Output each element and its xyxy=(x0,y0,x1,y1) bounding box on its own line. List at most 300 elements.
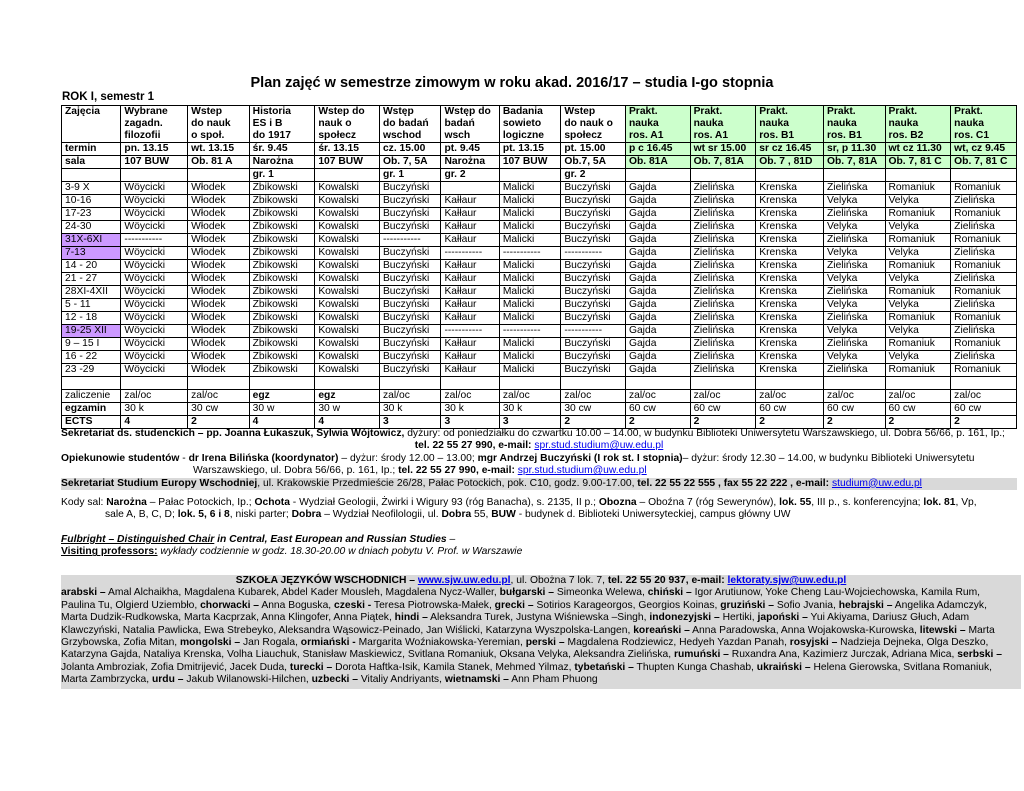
table-row-cell: Krenska xyxy=(756,325,824,338)
table-row-cell: Kowalski xyxy=(315,182,380,195)
table-row-cell: Kowalski xyxy=(315,364,380,377)
table-row-cell: Kowalski xyxy=(315,221,380,234)
zaliczenie-row-cell: zal/oc xyxy=(690,390,756,403)
table-row-cell: Buczyński xyxy=(561,286,626,299)
group-row-cell: gr. 1 xyxy=(249,169,315,182)
sew-email-link[interactable]: studium@uw.edu.pl xyxy=(831,477,922,489)
table-row-cell: Włodek xyxy=(188,221,250,234)
fulbright-note xyxy=(61,534,1017,559)
spacer-row-cell xyxy=(756,377,824,390)
table-row-cell: Romaniuk xyxy=(885,364,951,377)
szkola-url-link[interactable]: www.sjw.uw.edu.pl xyxy=(417,575,511,586)
table-row-cell: Krenska xyxy=(756,234,824,247)
termin-row-cell: śr. 13.15 xyxy=(315,143,380,156)
table-row-cell: Malicki xyxy=(499,234,561,247)
table-row-cell: Romaniuk xyxy=(951,234,1017,247)
table-row-cell: Romaniuk xyxy=(951,338,1017,351)
spacer-row-cell xyxy=(625,377,690,390)
table-row-cell: Żbikowski xyxy=(249,351,315,364)
table-row-cell: Wöycicki xyxy=(121,221,188,234)
szkola-header xyxy=(61,575,1021,587)
table-row-cell: Kałłaur xyxy=(441,338,499,351)
sala-row-cell: Ob. 81 A xyxy=(188,156,250,169)
header-row-cell: Prakt. nauka ros. B2 xyxy=(885,106,951,143)
zaliczenie-row-cell: zal/oc xyxy=(625,390,690,403)
table-row-cell: Zielińska xyxy=(824,234,886,247)
table-row-cell: Wöycicki xyxy=(121,273,188,286)
table-row-cell: 5 - 11 xyxy=(62,299,121,312)
table-row-cell: Buczyński xyxy=(561,351,626,364)
egzamin-row-cell: 30 cw xyxy=(561,403,626,416)
szkola-email-link[interactable]: lektoraty.sjw@uw.edu.pl xyxy=(727,575,847,586)
sekretariat-lead: Sekretariat ds. studenckich – pp. Joanna Łukaszuk, Sylwia Wójtowicz, xyxy=(61,428,405,439)
table-row-cell: Gajda xyxy=(625,221,690,234)
header-row-cell: Wstep do nauk o społecz xyxy=(561,106,626,143)
table-row-cell: Włodek xyxy=(188,208,250,221)
visiting-professors-text: wykłady codziennie w godz. 18.30-20.00 w dniach pobytu V. Prof. w Warszawie xyxy=(157,546,523,558)
schedule-table xyxy=(61,105,1017,429)
group-row-cell xyxy=(62,169,121,182)
table-row-cell: Velyka xyxy=(885,299,951,312)
table-row-cell: Krenska xyxy=(756,195,824,208)
table-row-cell: Włodek xyxy=(188,364,250,377)
sew-email-label: e-mail: xyxy=(795,477,832,489)
group-row-cell: gr. 2 xyxy=(441,169,499,182)
header-row-cell: Prakt. nauka ros. B1 xyxy=(756,106,824,143)
table-row-cell: Romaniuk xyxy=(885,234,951,247)
table-row-cell: Zielińska xyxy=(824,312,886,325)
table-row-cell: 17-23 xyxy=(62,208,121,221)
group-row-cell xyxy=(121,169,188,182)
lecturers-line: Marta Dudzik-Rudkowska, Marta Kacprzak, Anna Klingofer, Anna Piątek, hindi – Aleksandra Turek, Justyna Wiśniewska –Singh, indonezyjski – Hertiki, japoński – Yui Akiyama, Dariusz Głuch, Adam xyxy=(61,612,970,624)
lecturers-line: Grzybowska, Zofia Mitan, mongolski – Jan Rogala, ormiański - Margarita Woźniakowska-Yeremian, perski – Magdalena Rodziewicz, Hedyeh Yazdan Panah, rosyjski – Nadzieja Dejneka, Olga Deszko, xyxy=(61,637,989,649)
table-row xyxy=(62,208,1017,221)
table-row-cell: Włodek xyxy=(188,312,250,325)
table-row-cell: Kowalski xyxy=(315,338,380,351)
table-row-cell: Kowalski xyxy=(315,273,380,286)
table-row-cell: Velyka xyxy=(824,195,886,208)
table-row xyxy=(62,325,1017,338)
table-row-cell: Kałłaur xyxy=(441,286,499,299)
table-row-cell: Gajda xyxy=(625,338,690,351)
table-row-cell: Velyka xyxy=(885,195,951,208)
table-row-cell: Wöycicki xyxy=(121,260,188,273)
table-row-cell: Włodek xyxy=(188,273,250,286)
table-row-cell: Zielińska xyxy=(690,351,756,364)
egzamin-row-cell: 30 k xyxy=(441,403,499,416)
table-row-cell: Buczyński xyxy=(379,351,441,364)
table-row-cell: Malicki xyxy=(499,338,561,351)
termin-row-cell: pt. 13.15 xyxy=(499,143,561,156)
opiekunowie-address: Warszawskiego, ul. Dobra 56/66, p. 161, Ip.; xyxy=(193,465,399,477)
table-row-cell: Velyka xyxy=(824,273,886,286)
table-row-cell: Żbikowski xyxy=(249,286,315,299)
table-row-cell: Malicki xyxy=(499,273,561,286)
table-row-cell xyxy=(441,182,499,195)
fulbright-dash: – xyxy=(446,534,456,545)
opiekunowie-email-link[interactable]: spr.stud.studium@uw.edu.pl xyxy=(517,465,647,477)
table-row-cell: Wöycicki xyxy=(121,299,188,312)
group-row-cell xyxy=(824,169,886,182)
egzamin-row-cell: 60 cw xyxy=(625,403,690,416)
group-row-cell xyxy=(625,169,690,182)
ects-row-cell: 2 xyxy=(690,416,756,429)
ects-row-cell: 3 xyxy=(441,416,499,429)
spacer-row-cell xyxy=(441,377,499,390)
table-row-cell: Krenska xyxy=(756,247,824,260)
table-row-cell: Buczyński xyxy=(379,338,441,351)
header-row-cell: Historia ES i B do 1917 xyxy=(249,106,315,143)
table-row-cell: Krenska xyxy=(756,182,824,195)
table-row-cell: Kowalski xyxy=(315,260,380,273)
szkola-address: , ul. Obożna 7 lok. 7, xyxy=(510,575,608,586)
opiekunowie-sep: - xyxy=(179,452,189,464)
header-row-cell: Wstep do nauk o społecz xyxy=(315,106,380,143)
table-row-cell: Włodek xyxy=(188,351,250,364)
table-row-cell: Zielińska xyxy=(690,286,756,299)
table-row-cell: Buczyński xyxy=(379,312,441,325)
room-codes-line-2: sale A, B, C, D; lok. 5, 6 i 8, niski parter; Dobra – Wydział Neofilologii, ul. Dobra 55, BUW - budynek d. Biblioteki Uniwersyteckiej, campus główny UW xyxy=(105,509,791,521)
table-row-cell: Velyka xyxy=(885,351,951,364)
table-row-cell: 9 – 15 I xyxy=(62,338,121,351)
termin-row-cell: wt sr 15.00 xyxy=(690,143,756,156)
table-row-cell: Velyka xyxy=(824,351,886,364)
sala-row-cell: Ob.7, 5A xyxy=(561,156,626,169)
table-row xyxy=(62,312,1017,325)
page-title: Plan zajęć w semestrze zimowym w roku akad. 2016/17 – studia I-go stopnia xyxy=(250,75,774,91)
info-block xyxy=(61,428,1017,490)
table-row-cell: 21 - 27 xyxy=(62,273,121,286)
ects-row xyxy=(62,416,1017,429)
lecturers-line: arabski – Amal Alchaikha, Magdalena Kubarek, Abdel Kader Mousleh, Magdalena Nycz-Waller, bułgarski – Simeonka Welewa, chiński – Igor Arutiunow, Yoke Cheng Lau-Wojciechowska, Kamila Rum, xyxy=(61,587,981,599)
table-row-cell: Włodek xyxy=(188,195,250,208)
lecturers-line: Katarzyna Gajda, Nataliya Krenska, Volha Liauchuk, Stanisław Maskiewicz, Svitlana Romaniuk, Oksana Velyka, Aleksandra Zielińska, rumuński – Ruxandra Ana, Kazimierz Jurczak, Adriana Mica, serbski – xyxy=(61,649,1002,661)
zaliczenie-row-cell: zal/oc xyxy=(441,390,499,403)
table-row-cell: ----------- xyxy=(379,234,441,247)
header-row-cell: Zajęcia xyxy=(62,106,121,143)
sekretariat-email-link[interactable]: spr.stud.studium@uw.edu.pl xyxy=(534,440,664,452)
table-row-cell: Zielińska xyxy=(951,247,1017,260)
termin-row xyxy=(62,143,1017,156)
zaliczenie-row-cell: zal/oc xyxy=(561,390,626,403)
group-row-cell: gr. 1 xyxy=(379,169,441,182)
termin-row-cell: sr cz 16.45 xyxy=(756,143,824,156)
table-row-cell: Buczyński xyxy=(379,325,441,338)
table-row-cell: Buczyński xyxy=(561,364,626,377)
sew-address: , ul. Krakowskie Przedmieście 26/28, Pałac Potockich, pok. C10, godz. 9.00-17.00, xyxy=(257,477,638,489)
table-row-cell: Wöycicki xyxy=(121,325,188,338)
table-row-cell: Romaniuk xyxy=(885,312,951,325)
egzamin-row-cell: egzamin xyxy=(62,403,121,416)
ects-row-cell: ECTS xyxy=(62,416,121,429)
egzamin-row-cell: 30 k xyxy=(121,403,188,416)
header-row-cell: Prakt. nauka ros. B1 xyxy=(824,106,886,143)
sekretariat-details: dyżury: od poniedziałku do czwartku 10.00 – 14.00, w budynku Biblioteki Uniwersytetu Warszawskiego, ul. Dobra 56/66, p. 161, Ip.; xyxy=(404,428,1005,439)
table-row-cell: Krenska xyxy=(756,221,824,234)
table-row-cell: Włodek xyxy=(188,286,250,299)
table-row-cell: 31X-6XI xyxy=(62,234,121,247)
spacer-row-cell xyxy=(885,377,951,390)
table-row xyxy=(62,195,1017,208)
table-row-cell: Gajda xyxy=(625,325,690,338)
table-row-cell: Zielińska xyxy=(690,247,756,260)
table-row xyxy=(62,182,1017,195)
table-row-cell: Gajda xyxy=(625,312,690,325)
table-row-cell: Żbikowski xyxy=(249,260,315,273)
visiting-professors-label: Visiting professors: xyxy=(61,546,158,558)
table-row-cell: Włodek xyxy=(188,234,250,247)
table-row-cell: Zielińska xyxy=(951,221,1017,234)
table-row xyxy=(62,338,1017,351)
table-row-cell: Żbikowski xyxy=(249,182,315,195)
table-row-cell: Zielińska xyxy=(690,221,756,234)
table-row-cell: Krenska xyxy=(756,286,824,299)
spacer-row-cell xyxy=(499,377,561,390)
fulbright-subtitle: in Central, East European and Russian Studies xyxy=(214,534,447,545)
table-row-cell: Wöycicki xyxy=(121,247,188,260)
table-row-cell: Kowalski xyxy=(315,195,380,208)
table-row-cell: ----------- xyxy=(441,247,499,260)
table-row-cell: 19-25 XII xyxy=(62,325,121,338)
termin-row-cell: termin xyxy=(62,143,121,156)
sala-row-cell: Narożna xyxy=(441,156,499,169)
table-row-cell: Zielińska xyxy=(690,299,756,312)
zaliczenie-row-cell: zal/oc xyxy=(499,390,561,403)
group-row-cell xyxy=(756,169,824,182)
termin-row-cell: pt. 9.45 xyxy=(441,143,499,156)
spacer-row-cell xyxy=(121,377,188,390)
header-row-cell: Badania sowieto logiczne xyxy=(499,106,561,143)
table-row-cell: Malicki xyxy=(499,312,561,325)
spacer-row-cell xyxy=(249,377,315,390)
table-row-cell: Romaniuk xyxy=(951,182,1017,195)
table-row-cell: 10-16 xyxy=(62,195,121,208)
table-row-cell: Krenska xyxy=(756,299,824,312)
table-row-cell: Buczyński xyxy=(561,234,626,247)
table-row-cell: Zielińska xyxy=(824,260,886,273)
table-row-cell: Kowalski xyxy=(315,351,380,364)
table-row-cell: Malicki xyxy=(499,221,561,234)
table-row-cell: Buczyński xyxy=(561,208,626,221)
termin-row-cell: pt. 15.00 xyxy=(561,143,626,156)
zaliczenie-row-cell: zal/oc xyxy=(824,390,886,403)
table-row-cell: Kałłaur xyxy=(441,351,499,364)
table-row-cell: Gajda xyxy=(625,247,690,260)
table-row-cell: Zielińska xyxy=(690,338,756,351)
sew-tel: tel. 22 55 22 555 xyxy=(637,477,716,489)
opiekunowie-email-label: e-mail: xyxy=(481,465,518,477)
table-row-cell: Buczyński xyxy=(379,286,441,299)
opiekun-2-hours: – dyżur: środy 12.30 – 14.00, w budynku Biblioteki Uniwersytetu xyxy=(682,452,975,464)
table-row-cell: Zielińska xyxy=(690,208,756,221)
sala-row-cell: 107 BUW xyxy=(121,156,188,169)
header-row-cell: Prakt. nauka ros. C1 xyxy=(951,106,1017,143)
table-row xyxy=(62,286,1017,299)
zaliczenie-row-cell: zal/oc xyxy=(756,390,824,403)
table-row xyxy=(62,260,1017,273)
table-row-cell: ----------- xyxy=(121,234,188,247)
sekretariat-tel: tel. 22 55 27 990, xyxy=(414,440,499,452)
sala-row xyxy=(62,156,1017,169)
table-row-cell: Zielińska xyxy=(824,182,886,195)
lecturers-line: Jolanta Ambroziak, Zofia Dmitrijević, Jacek Duda, turecki – Dorota Haftka-Isik, Kamila Stanek, Mehmed Yilmaz, tybetański – Thupten Kunga Chashab, ukraiński – Helena Gierowska, Svitlana Romaniuk, xyxy=(61,661,993,673)
spacer-row-cell xyxy=(561,377,626,390)
table-row-cell: 16 - 22 xyxy=(62,351,121,364)
spacer-row-cell xyxy=(188,377,250,390)
termin-row-cell: wt, cz 9.45 xyxy=(951,143,1017,156)
table-row-cell: Buczyński xyxy=(379,208,441,221)
table-row-cell: Żbikowski xyxy=(249,299,315,312)
sala-row-cell: Ob. 7, 81 C xyxy=(885,156,951,169)
spacer-row-cell xyxy=(951,377,1017,390)
table-row-cell: Włodek xyxy=(188,260,250,273)
table-row-cell: 7-13 xyxy=(62,247,121,260)
termin-row-cell: sr, p 11.30 xyxy=(824,143,886,156)
table-row-cell: Malicki xyxy=(499,286,561,299)
ects-row-cell: 3 xyxy=(499,416,561,429)
termin-row-cell: p c 16.45 xyxy=(625,143,690,156)
lecturers-line: Klawczyński, Natalia Pawlicka, Ewa Strebeyko, Aleksandra Wąsowicz-Peinado, Jan Wiślicki, Katarzyna Wyszpolska-Langen, koreański – Anna Paradowska, Anna Wojakowska-Kurowska, litewski – Marta xyxy=(61,624,995,636)
sala-row-cell: Ob. 7, 81A xyxy=(690,156,756,169)
table-row-cell: Żbikowski xyxy=(249,195,315,208)
egzamin-row xyxy=(62,403,1017,416)
group-row-cell xyxy=(188,169,250,182)
table-row-cell: Kałłaur xyxy=(441,364,499,377)
table-row-cell: Gajda xyxy=(625,234,690,247)
sekretariat-email-label: e-mail: xyxy=(498,440,535,452)
table-row-cell: Buczyński xyxy=(379,260,441,273)
table-row-cell: Włodek xyxy=(188,338,250,351)
table-row-cell: Buczyński xyxy=(561,221,626,234)
table-row-cell: Zielińska xyxy=(690,182,756,195)
sala-row-cell: 107 BUW xyxy=(315,156,380,169)
table-row-cell: Romaniuk xyxy=(951,364,1017,377)
group-row-cell xyxy=(499,169,561,182)
table-row-cell: Kałłaur xyxy=(441,273,499,286)
sekretariat-studencki xyxy=(61,428,1017,440)
table-row-cell: Zielińska xyxy=(690,273,756,286)
table-row-cell: ----------- xyxy=(499,247,561,260)
header-row-cell: Prakt. nauka ros. A1 xyxy=(690,106,756,143)
group-row-cell xyxy=(885,169,951,182)
table-row-cell: Gajda xyxy=(625,182,690,195)
opiekunowie-lead: Opiekunowie studentów xyxy=(61,452,180,464)
table-row-cell: Velyka xyxy=(885,325,951,338)
table-row-cell: Romaniuk xyxy=(885,208,951,221)
termin-row-cell: śr. 9.45 xyxy=(249,143,315,156)
table-row-cell: Kałłaur xyxy=(441,195,499,208)
termin-row-cell: cz. 15.00 xyxy=(379,143,441,156)
table-row-cell: Żbikowski xyxy=(249,364,315,377)
lecturers-list xyxy=(61,587,1021,686)
sala-row-cell: Ob. 7, 81 C xyxy=(951,156,1017,169)
room-codes-line-1: Kody sal: Narożna – Pałac Potockich, Ip.; Ochota - Wydział Geologii, Żwirki i Wigury 93 (róg Banacha), s. 2135, II p.; Obozna – Oboźna 7 (róg Sewerynów), lok. 55, III p., s. konferencyjna; lok. 81, Vp, xyxy=(61,497,977,508)
zaliczenie-row-cell: egz xyxy=(315,390,380,403)
table-row-cell: Romaniuk xyxy=(951,260,1017,273)
table-row-cell: Romaniuk xyxy=(951,208,1017,221)
table-row-cell: Buczyński xyxy=(379,195,441,208)
table-row-cell: Krenska xyxy=(756,260,824,273)
egzamin-row-cell: 60 cw xyxy=(951,403,1017,416)
opiekunowie-tel: tel. 22 55 27 990, xyxy=(398,465,482,477)
table-row-cell: Gajda xyxy=(625,299,690,312)
table-row-cell: Krenska xyxy=(756,338,824,351)
table-row-cell: Kowalski xyxy=(315,325,380,338)
table-row-cell: Kowalski xyxy=(315,247,380,260)
table-row-cell: Krenska xyxy=(756,312,824,325)
table-row-cell: Gajda xyxy=(625,364,690,377)
table-row-cell: Buczyński xyxy=(561,338,626,351)
table-row-cell: Żbikowski xyxy=(249,338,315,351)
table-row-cell: Wöycicki xyxy=(121,208,188,221)
spacer-row-cell xyxy=(379,377,441,390)
table-row-cell: Żbikowski xyxy=(249,325,315,338)
table-row-cell: Gajda xyxy=(625,208,690,221)
szkola-email-label: e-mail: xyxy=(688,575,728,586)
opiekun-1: dr Irena Bilińska (koordynator) xyxy=(188,452,339,464)
spacer-row xyxy=(62,377,1017,390)
table-row-cell: Romaniuk xyxy=(951,312,1017,325)
table-row xyxy=(62,299,1017,312)
sekretariat-contact xyxy=(61,440,1017,452)
table-row-cell: Buczyński xyxy=(379,221,441,234)
table-row-cell: Kałłaur xyxy=(441,260,499,273)
table-row-cell: Romaniuk xyxy=(885,286,951,299)
table-row-cell: Buczyński xyxy=(561,195,626,208)
sala-row-cell: Narożna xyxy=(249,156,315,169)
ects-row-cell: 2 xyxy=(625,416,690,429)
table-row xyxy=(62,351,1017,364)
table-row-cell: Velyka xyxy=(885,273,951,286)
zaliczenie-row-cell: zal/oc xyxy=(379,390,441,403)
table-row-cell: 3-9 X xyxy=(62,182,121,195)
header-row-cell: Wstep do nauk o społ. xyxy=(188,106,250,143)
ects-row-cell: 2 xyxy=(885,416,951,429)
group-row-cell xyxy=(315,169,380,182)
table-row-cell: Zielińska xyxy=(951,325,1017,338)
table-row-cell: Zielińska xyxy=(690,325,756,338)
table-row-cell: Żbikowski xyxy=(249,312,315,325)
szkola-tel: tel. 22 55 20 937, xyxy=(607,575,689,586)
year-semester-label: ROK I, semestr 1 xyxy=(62,91,155,103)
table-row-cell: Buczyński xyxy=(379,299,441,312)
table-row-cell: Buczyński xyxy=(379,273,441,286)
table-row-cell: Romaniuk xyxy=(885,338,951,351)
egzamin-row-cell: 30 cw xyxy=(188,403,250,416)
egzamin-row-cell: 30 w xyxy=(315,403,380,416)
table-row-cell: Gajda xyxy=(625,286,690,299)
zaliczenie-row-cell: zal/oc xyxy=(885,390,951,403)
ects-row-cell: 2 xyxy=(824,416,886,429)
table-row-cell: Buczyński xyxy=(379,364,441,377)
table-row-cell: Buczyński xyxy=(561,312,626,325)
table-row-cell: 23 -29 xyxy=(62,364,121,377)
table-row-cell: Żbikowski xyxy=(249,208,315,221)
lecturers-line: Marta Zambrzycka, urdu – Jakub Wilanowski-Hilchen, uzbecki – Vitaliy Andriyants, wietnamski – Ann Pham Phuong xyxy=(61,674,598,686)
zaliczenie-row xyxy=(62,390,1017,403)
table-row-cell: Buczyński xyxy=(561,260,626,273)
spacer-row-cell xyxy=(62,377,121,390)
table-row-cell: Zielińska xyxy=(690,312,756,325)
header-row-cell: Wybrane zagadn. filozofii xyxy=(121,106,188,143)
table-row-cell: Kowalski xyxy=(315,208,380,221)
table-row-cell: Wöycicki xyxy=(121,364,188,377)
table-row-cell: Buczyński xyxy=(561,182,626,195)
sew-fax: , fax 55 22 222 , xyxy=(715,477,796,489)
egzamin-row-cell: 60 cw xyxy=(824,403,886,416)
table-row-cell: Krenska xyxy=(756,351,824,364)
header-row-cell: Prakt. nauka ros. A1 xyxy=(625,106,690,143)
